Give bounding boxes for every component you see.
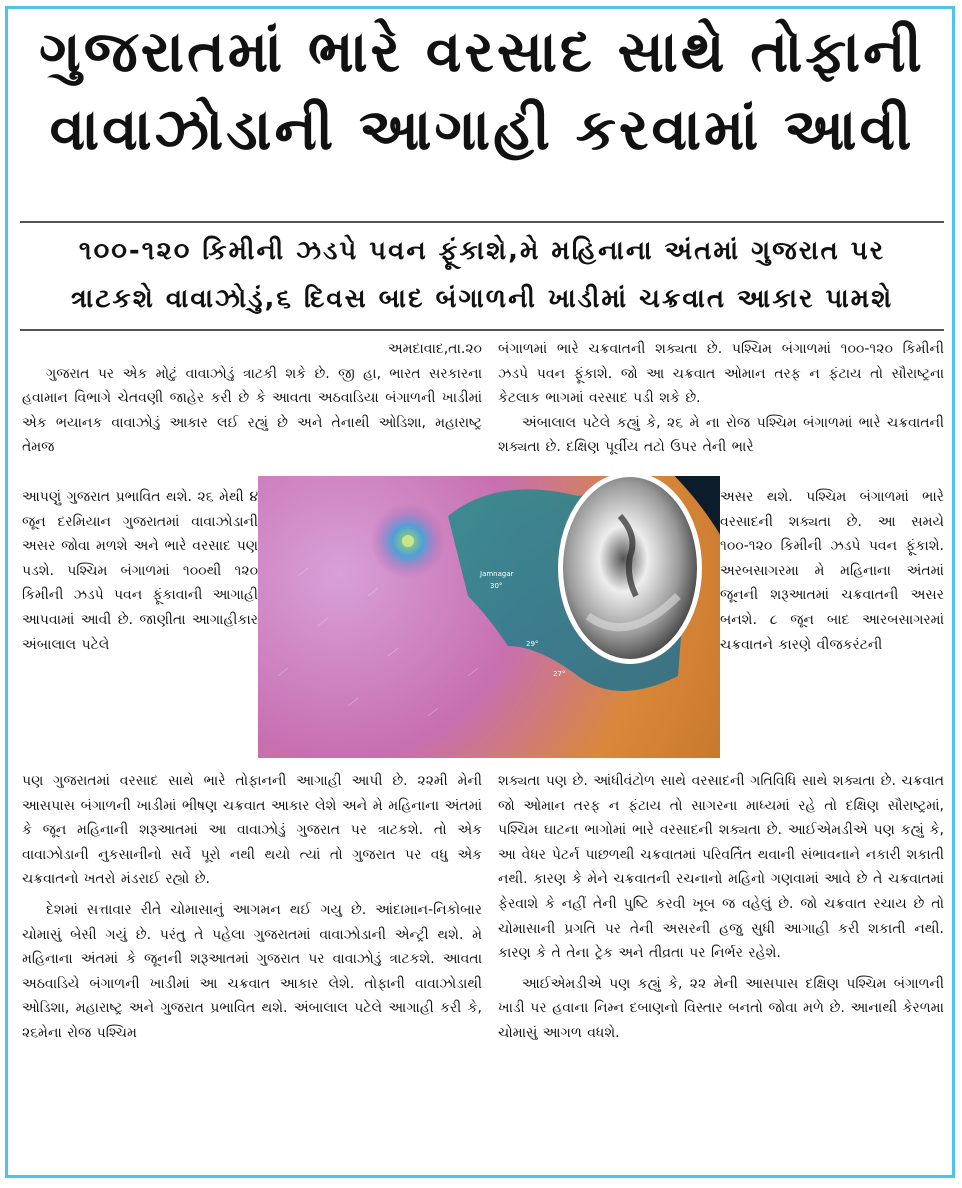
paragraph: પણ ગુજરાતમાં વરસાદ સાથે ભારે તોફાનની આગાહી આપી છે. ૨૨મી મેની આસપાસ બંગાળની ખાડીમાં ભીષણ ચક્રવાત આકાર લેશે અને મે મહિનાના અંતમાં કે જૂન મહિનાની શરૂઆતમાં આ વાવાઝોડું ગુજરાત પર ત્રાટકશે. તો એક વાવાઝોડાની નુકસાનીનો સર્વે પૂરો નથી થયો ત્યાં તો ગુજરાત પર વધુ એક ચક્રવાતનો ખતરો મંડરાઈ રહ્યો છે. xyxy=(22,773,482,888)
cyclone-weather-map-image xyxy=(258,476,720,758)
divider-bottom xyxy=(20,329,944,331)
paragraph: આઈએમડીએ પણ કહ્યું કે, ૨૨ મેની આસપાસ દક્ષિણ પશ્ચિમ બંગાળની ખાડી પર હવાના નિમ્ન દબાણનો વિસ્તાર બનતો જોવા મળે છે. આનાથી કેરળમા ચોમાસું આગળ વધશે. xyxy=(498,975,944,1041)
paragraph: અંબાલાલ પટેલે કહ્યું કે, ૨૬ મે ના રોજ પશ્ચિમ બંગાળમાં ભારે ચક્રવાતની શક્યતા છે. દક્ષિણ પૂર્વીય તટો ઉપર તેની ભારે xyxy=(498,414,944,456)
map-label-city: Jamnagar xyxy=(480,570,514,578)
left-column-top xyxy=(22,337,482,485)
right-column-bottom xyxy=(498,769,944,1171)
weather-map-graphic xyxy=(258,476,720,758)
subheadline-line-2: ત્રાટકશે વાવાઝોડું,૬ દિવસ બાદ બંગાળની ખાડીમાં ચક્રવાત આકાર પામશે xyxy=(70,284,894,314)
map-label-temp: 29° xyxy=(526,640,539,648)
left-column-narrow xyxy=(22,485,258,767)
paragraph: આપણું ગુજરાત પ્રભાવિત થશે. ૨૬ મેથી ૪ જૂન દરમિયાન ગુજરાતમાં વાવાઝોડાની અસર જોવા મળશે અને ભારે વરસાદ પણ પડશે. પશ્ચિમ બંગાળમાં ૧૦૦થી ૧૨૦ કિમીની ઝડપે પવન ફૂંકાવાની આગાહી આપવામાં આવી છે. જાણીતા આગાહીકાર અંબાલાલ પટેલે xyxy=(22,489,258,653)
paragraph: દેશમાં સત્તાવાર રીતે ચોમાસાનું આગમન થઈ ગયુ છે. આંદામાન-નિકોબાર ચોમાસું બેસી ગયું છે. પરંતુ તે પહેલા ગુજરાતમાં વાવાઝોડાની એન્ટ્રી થશે. મે મહિનાના અંતમાં કે જૂનની શરૂઆતમાં ગુજરાત પર વાવાઝોડું ત્રાટકશે. આવતા અઠવાડિયે બંગાળની ખાડીમાં આ ચક્રવાત આકાર લેશે. તોફાની વાવાઝોડાથી ઓડિશા, મહારાષ્ટ્ર અને ગુજરાત પ્રભાવિત થશે. અંબાલાલ પટેલે આગાહી કરી કે, ૨૬મેના રોજ પશ્ચિમ xyxy=(22,901,482,1041)
headline-line-1: ગુજરાતમાં ભારે વરસાદ સાથે તોફાની xyxy=(39,19,925,85)
subheadline-line-1: ૧૦૦-૧૨૦ કિમીની ઝડપે પવન ફૂંકાશે,મે મહિનાના અંતમાં ગુજરાત પર xyxy=(78,236,886,266)
paragraph: અસર થશે. પશ્ચિમ બંગાળમાં ભારે વરસાદની શક્યતા છે. આ સમયે ૧૦૦-૧૨૦ કિમીની ઝડપે પવન ફૂંકાશે. અરબસાગરમા મે મહિનાના અંતમાં જૂનની શરૂઆતમાં ચક્રવાતની અસર બનશે. ૮ જૂન બાદ આરબસાગરમાં ચક્રવાતને કારણે વીજકરંટની xyxy=(720,489,944,653)
divider-top xyxy=(20,221,944,223)
paragraph: ગુજરાત પર એક મોટું વાવાઝોડું ત્રાટકી શકે છે. જી હા, ભારત સરકારના હવામાન વિભાગે ચેતવણી જાહેર કરી છે કે આવતા અઠવાડિયા બંગાળની ખાડીમાં એક ભયાનક વાવાઝોડું આકાર લઈ રહ્યું છે અને તેનાથી ઓડિશા, મહારાષ્ટ્ર તેમજ xyxy=(22,365,482,456)
headline xyxy=(18,15,946,167)
paragraph: બંગાળમાં ભારે ચક્રવાતની શક્યતા છે. પશ્ચિમ બંગાળમાં ૧૦૦-૧૨૦ કિમીની ઝડપે પવન ફૂંકાશે. જો આ ચક્રવાત ઓમાન તરફ ન ફંટાય તો સૌરાષ્ટ્રના કેટલાક ભાગમાં વરસાદ પડી શકે છે. xyxy=(498,341,944,407)
map-label-temp: 27° xyxy=(553,670,566,678)
map-label-temp: 30° xyxy=(490,582,503,590)
left-column-bottom xyxy=(22,769,482,1171)
paragraph: શક્યતા પણ છે. આંધીવંટોળ સાથે વરસાદની ગતિવિધિ સાથે શક્યતા છે. ચક્રવાત જો ઓમાન તરફ ન ફંટાય તો સાગરના માધ્યમાં રહે તો દક્ષિણ સૌરાષ્ટ્રમાં, પશ્ચિમ ઘાટના ભાગોમાં ભારે વરસાદની શક્યતા છે. આઈએમડીએ પણ કહ્યું કે, આ વેધર પેટર્ન પાછળથી ચક્રવાતમાં પરિવર્તિત થવાની સંભાવનાને નકારી શકાતી નથી. કારણ કે મેને ચક્રવાતની રચનાનો મહિનો ગણવામાં આવે છે તે ચક્રવાતમાં ફેરવાશે કે નહીં તેની પુષ્ટિ કરવી ખૂબ જ વહેલું છે. જો ચક્રવાત રચાય છે તો ચોમાસાની પ્રગતિ પર તેની અસરની હજુ સુધી આગાહી કરી શકાતી નથી. કારણ કે તે તેના ટ્રેક અને તીવ્રતા પર નિર્ભર રહેશે. xyxy=(498,773,944,962)
dateline: અમદાવાદ,તા.૨૦ xyxy=(387,341,482,357)
headline-line-2: વાવાઝોડાની આગાહી કરવામાં આવી xyxy=(49,97,915,163)
subheadline xyxy=(20,227,944,323)
right-column-top xyxy=(498,337,944,485)
right-column-narrow xyxy=(720,485,944,767)
